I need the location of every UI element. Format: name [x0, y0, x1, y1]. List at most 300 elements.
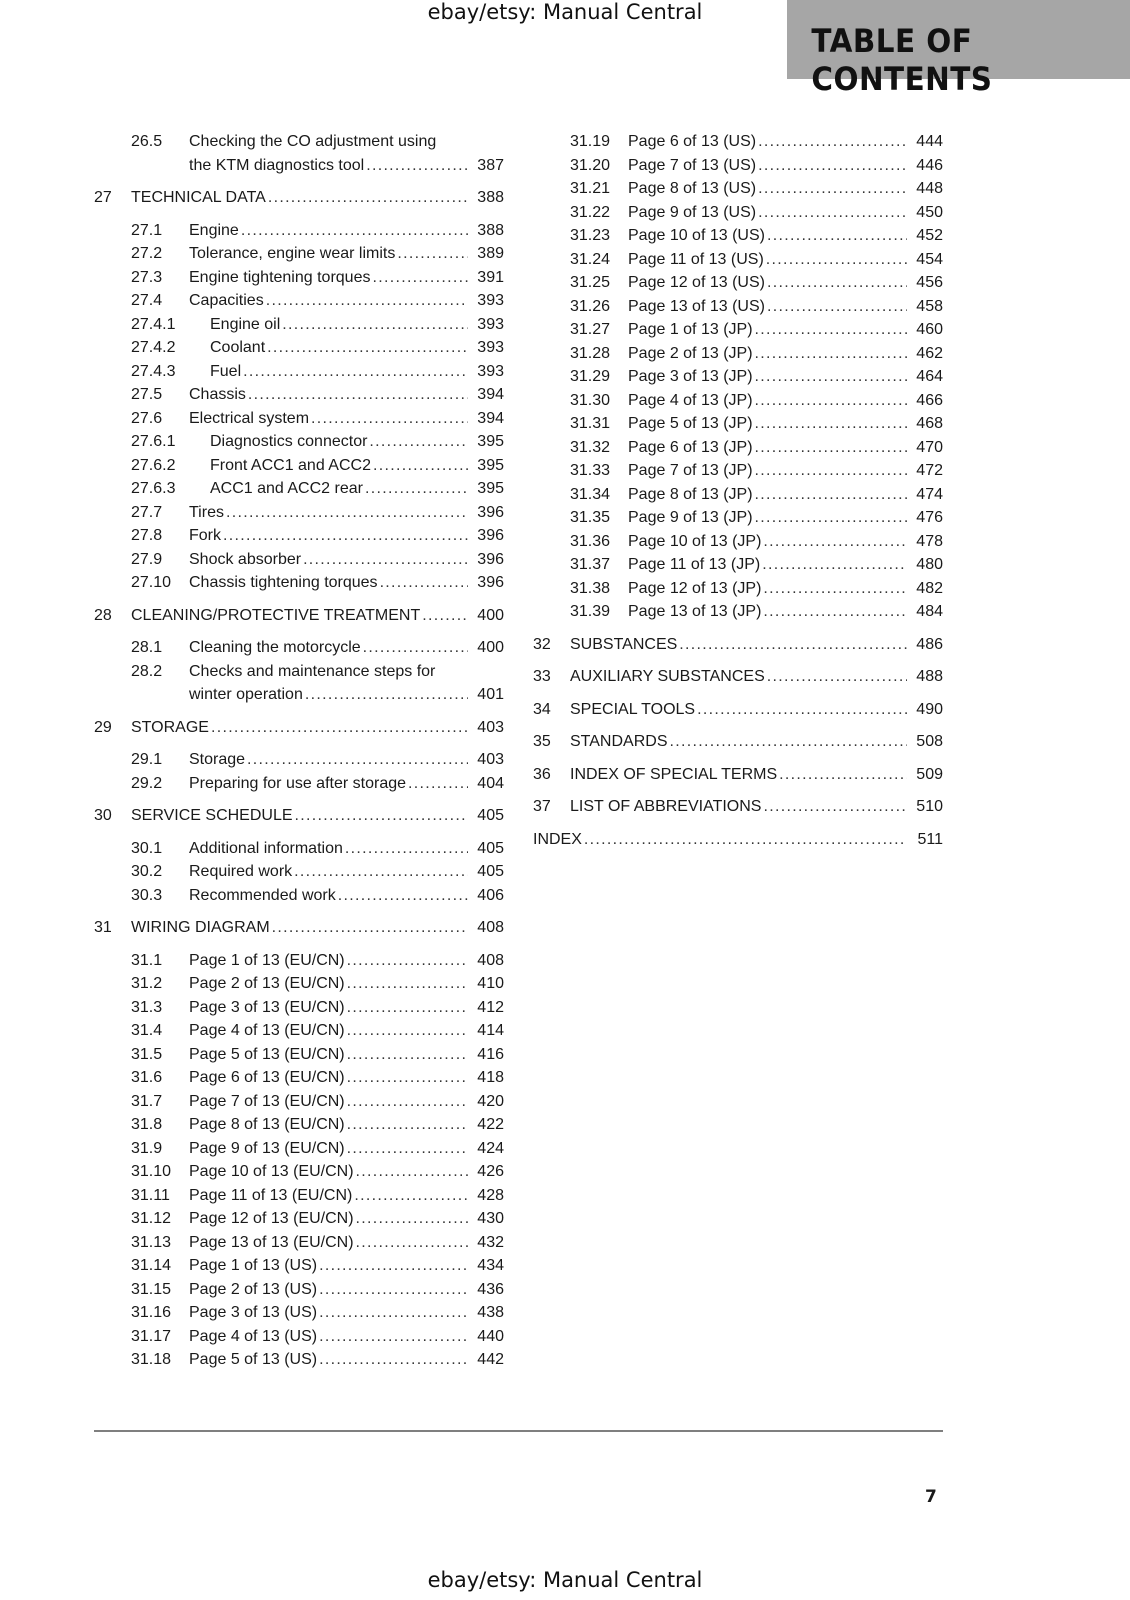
- toc-entry-number: 31.16: [131, 1304, 172, 1321]
- toc-entry[interactable]: [533, 577, 943, 601]
- toc-entry-title: Page 5 of 13 (JP): [628, 415, 753, 432]
- toc-entry-line: [189, 837, 504, 861]
- toc-entry-number: 34: [533, 700, 551, 718]
- toc-entry-page: 484: [916, 603, 943, 620]
- toc-entry-number: 31.25: [570, 274, 611, 291]
- toc-entry[interactable]: [94, 1301, 504, 1325]
- toc-entry[interactable]: [533, 506, 943, 530]
- toc-entry-number: 31.1: [131, 951, 163, 969]
- toc-entry-title: Required work: [189, 863, 293, 880]
- toc-entry-number: 31.38: [570, 579, 611, 597]
- toc-entry-body: [628, 436, 943, 460]
- toc-leader-dots: [338, 884, 468, 908]
- toc-entry[interactable]: [533, 553, 943, 577]
- toc-entry-page: 442: [477, 1351, 504, 1368]
- toc-entry[interactable]: [533, 665, 943, 689]
- toc-entry-line: [131, 186, 504, 210]
- toc-entry[interactable]: [533, 412, 943, 436]
- toc-entry-number: 29.2: [131, 774, 163, 792]
- toc-entry-number: 31.32: [570, 438, 611, 456]
- toc-entry-number: 31.35: [570, 509, 611, 526]
- toc-entry-line: [628, 224, 943, 248]
- toc-entry-number: 28.2: [131, 662, 163, 680]
- toc-entry-body: [210, 313, 504, 337]
- toc-leader-dots: [763, 795, 907, 819]
- toc-entry-line: [210, 336, 504, 360]
- toc-entry-title: Page 13 of 13 (EU/CN): [189, 1233, 354, 1251]
- toc-leader-dots: [584, 828, 907, 852]
- toc-entry-page: 394: [477, 409, 504, 427]
- toc-entry[interactable]: [94, 524, 504, 548]
- toc-entry-line: [189, 407, 504, 431]
- toc-entry-line: [628, 130, 943, 154]
- toc-entry[interactable]: [94, 1325, 504, 1349]
- toc-entry-line: [628, 553, 943, 577]
- toc-entry[interactable]: [533, 828, 943, 852]
- toc-entry[interactable]: [94, 1254, 504, 1278]
- toc-entry-title: Checks and maintenance steps for: [189, 662, 436, 680]
- toc-entry[interactable]: [533, 698, 943, 722]
- toc-entry-page: 464: [916, 368, 943, 385]
- toc-entry-number: 31.21: [570, 180, 611, 197]
- toc-entry[interactable]: [94, 804, 504, 828]
- toc-entry-number: 37: [533, 798, 551, 815]
- toc-entry-title: Recommended work: [189, 886, 336, 904]
- toc-entry-title: Page 2 of 13 (JP): [628, 344, 753, 362]
- toc-entry-line: [189, 548, 504, 572]
- toc-entry-number: 31.14: [131, 1257, 172, 1274]
- toc-entry-line: [131, 604, 504, 628]
- toc-entry-page: 486: [916, 635, 943, 653]
- toc-leader-dots: [319, 1325, 468, 1349]
- toc-entry-body: [210, 454, 504, 478]
- toc-entry-number: 30.1: [131, 839, 163, 857]
- toc-entry[interactable]: [94, 949, 504, 973]
- toc-entry[interactable]: [94, 1207, 504, 1231]
- toc-leader-dots: [347, 949, 468, 973]
- toc-entry-line: [189, 501, 504, 525]
- toc-entry-body: [189, 996, 504, 1020]
- toc-entry[interactable]: [94, 501, 504, 525]
- toc-entry-body: [189, 1254, 504, 1278]
- toc-entry-line: [570, 795, 943, 819]
- toc-entry[interactable]: [94, 1090, 504, 1114]
- toc-entry-line: [628, 600, 943, 624]
- toc-entry-body: [189, 972, 504, 996]
- toc-leader-dots: [763, 577, 907, 601]
- toc-entry-line: [210, 430, 504, 454]
- toc-entry[interactable]: [533, 459, 943, 483]
- toc-entry-title: Page 1 of 13 (JP): [628, 321, 753, 338]
- toc-leader-dots: [422, 604, 468, 628]
- toc-entry-page: 438: [477, 1304, 504, 1321]
- toc-entry[interactable]: [94, 242, 504, 266]
- toc-entry-title: Page 12 of 13 (EU/CN): [189, 1210, 354, 1227]
- toc-leader-dots: [347, 972, 468, 996]
- toc-entry[interactable]: [533, 177, 943, 201]
- toc-entry[interactable]: [94, 604, 504, 628]
- toc-entry[interactable]: [533, 295, 943, 319]
- toc-leader-dots: [397, 242, 468, 266]
- toc-entry[interactable]: [533, 130, 943, 154]
- toc-entry-number: 31.33: [570, 462, 611, 479]
- toc-entry[interactable]: [533, 342, 943, 366]
- toc-entry[interactable]: [94, 972, 504, 996]
- toc-entry-page: 393: [477, 339, 504, 356]
- toc-entry[interactable]: [533, 763, 943, 787]
- toc-entry[interactable]: [94, 219, 504, 243]
- toc-entry-page: 412: [477, 998, 504, 1016]
- toc-entry[interactable]: [533, 248, 943, 272]
- toc-entry-title: Engine: [189, 221, 239, 239]
- toc-entry-number: 31.12: [131, 1210, 172, 1227]
- toc-entry[interactable]: [94, 336, 504, 360]
- toc-entry-line: [210, 477, 504, 501]
- toc-entry-title: Page 11 of 13 (US): [628, 250, 764, 268]
- toc-entry-number: 29.1: [131, 751, 163, 768]
- toc-entry-body: [628, 365, 943, 389]
- toc-entry[interactable]: [94, 266, 504, 290]
- toc-entry-body: [533, 828, 943, 852]
- footer-divider: [94, 1430, 943, 1432]
- toc-entry-page: 396: [477, 527, 504, 544]
- toc-entry-line: [628, 389, 943, 413]
- toc-entry-page: 476: [916, 509, 943, 526]
- toc-entry-number: 28: [94, 606, 112, 624]
- toc-entry-title: SERVICE SCHEDULE: [131, 807, 293, 824]
- toc-entry-page: 482: [916, 579, 943, 597]
- toc-entry-number: 31.39: [570, 603, 611, 620]
- toc-entry[interactable]: [94, 837, 504, 861]
- toc-entry[interactable]: [94, 548, 504, 572]
- toc-entry-page: 450: [916, 203, 943, 221]
- toc-entry-title: Page 3 of 13 (US): [189, 1304, 318, 1321]
- toc-entry-page: 416: [477, 1045, 504, 1063]
- toc-leader-dots: [755, 483, 907, 507]
- toc-entry-line: [189, 219, 504, 243]
- toc-entry[interactable]: [533, 633, 943, 657]
- toc-entry-line: [189, 154, 504, 178]
- toc-entry-number: 31.19: [570, 133, 611, 150]
- toc-entry-title: SPECIAL TOOLS: [570, 700, 696, 718]
- toc-entry-number: 27.1: [131, 221, 163, 239]
- toc-entry-title: WIRING DIAGRAM: [131, 919, 270, 936]
- toc-entry-page: 470: [916, 438, 943, 456]
- toc-leader-dots: [762, 553, 907, 577]
- toc-entry[interactable]: [533, 365, 943, 389]
- toc-entry[interactable]: [94, 477, 504, 501]
- toc-entry-body: [210, 360, 504, 384]
- toc-entry-title: winter operation: [189, 686, 303, 703]
- toc-entry-body: [131, 804, 504, 828]
- toc-entry-number: 31.24: [570, 250, 611, 268]
- toc-leader-dots: [303, 548, 468, 572]
- toc-entry-page: 408: [477, 951, 504, 969]
- toc-entry-body: [570, 665, 943, 689]
- toc-entry-number: 31.22: [570, 203, 611, 221]
- toc-entry-body: [628, 201, 943, 225]
- toc-entry-page: 508: [916, 733, 943, 750]
- toc-entry-line: [189, 289, 504, 313]
- toc-leader-dots: [767, 271, 907, 295]
- toc-entry-number: 31.30: [570, 391, 611, 409]
- toc-entry-title: Page 10 of 13 (JP): [628, 532, 762, 550]
- toc-entry[interactable]: [94, 1113, 504, 1137]
- toc-entry-body: [628, 459, 943, 483]
- toc-entry-body: [210, 430, 504, 454]
- toc-entry[interactable]: [94, 1184, 504, 1208]
- toc-leader-dots: [697, 698, 907, 722]
- toc-entry-page: 474: [916, 485, 943, 503]
- toc-entry-line: [189, 949, 504, 973]
- toc-leader-dots: [356, 1231, 468, 1255]
- toc-entry[interactable]: [94, 884, 504, 908]
- toc-leader-dots: [247, 748, 468, 772]
- watermark-top: ebay/etsy: Manual Central: [427, 0, 703, 24]
- toc-entry[interactable]: [94, 716, 504, 740]
- toc-leader-dots: [268, 186, 468, 210]
- toc-entry[interactable]: [94, 996, 504, 1020]
- toc-entry[interactable]: [533, 600, 943, 624]
- toc-entry[interactable]: [533, 224, 943, 248]
- toc-leader-dots: [363, 636, 468, 660]
- toc-entry-page: 509: [916, 765, 943, 783]
- toc-entry[interactable]: [533, 795, 943, 819]
- toc-entry[interactable]: [94, 454, 504, 478]
- toc-entry-body: [628, 248, 943, 272]
- toc-entry[interactable]: [94, 1066, 504, 1090]
- toc-leader-dots: [347, 1066, 468, 1090]
- toc-entry-body: [628, 553, 943, 577]
- toc-entry[interactable]: [94, 430, 504, 454]
- toc-entry-page: 401: [477, 686, 504, 703]
- toc-entry-body: [628, 600, 943, 624]
- toc-entry-title: Page 8 of 13 (JP): [628, 485, 753, 503]
- toc-entry-page: 395: [477, 433, 504, 450]
- toc-entry[interactable]: [94, 1231, 504, 1255]
- toc-entry-body: [189, 1090, 504, 1114]
- toc-entry-line: [210, 313, 504, 337]
- toc-entry-title: Cleaning the motorcycle: [189, 639, 361, 656]
- toc-entry-title: Shock absorber: [189, 550, 302, 568]
- toc-entry-line: [131, 716, 504, 740]
- toc-entry-body: [189, 571, 504, 595]
- toc-entry-body: [628, 530, 943, 554]
- toc-entry-number: 31: [94, 919, 112, 936]
- toc-leader-dots: [766, 248, 907, 272]
- toc-entry[interactable]: [94, 313, 504, 337]
- toc-entry-page: 511: [917, 830, 943, 848]
- toc-entry[interactable]: [533, 389, 943, 413]
- toc-entry[interactable]: [94, 636, 504, 660]
- toc-leader-dots: [755, 436, 907, 460]
- toc-entry-page: 420: [477, 1092, 504, 1110]
- toc-leader-dots: [755, 318, 907, 342]
- toc-entry-line: [189, 748, 504, 772]
- toc-entry-page: 454: [916, 250, 943, 268]
- toc-entry-line: [628, 177, 943, 201]
- toc-entry[interactable]: [94, 289, 504, 313]
- toc-entry-number: 27.7: [131, 503, 163, 521]
- toc-entry[interactable]: [533, 730, 943, 754]
- toc-leader-dots: [347, 1090, 468, 1114]
- toc-entry[interactable]: [94, 1043, 504, 1067]
- toc-entry[interactable]: [533, 154, 943, 178]
- toc-entry[interactable]: [94, 1019, 504, 1043]
- toc-entry-number: 27.6.1: [131, 433, 176, 450]
- toc-entry-number: 31.18: [131, 1351, 172, 1368]
- toc-entry-number: 29: [94, 718, 112, 736]
- toc-leader-dots: [767, 295, 907, 319]
- toc-entry[interactable]: [94, 383, 504, 407]
- toc-entry-title: Page 10 of 13 (US): [628, 227, 765, 244]
- toc-entry-number: 27.4.2: [131, 339, 176, 356]
- toc-entry-title: Additional information: [189, 839, 343, 857]
- toc-entry-line: [628, 459, 943, 483]
- toc-leader-dots: [755, 365, 907, 389]
- toc-entry[interactable]: [94, 571, 504, 595]
- toc-entry-page: 393: [477, 292, 504, 309]
- toc-leader-dots: [354, 1184, 468, 1208]
- toc-entry-page: 403: [477, 718, 504, 736]
- toc-entry[interactable]: [94, 772, 504, 796]
- toc-entry-body: [570, 730, 943, 754]
- toc-entry-body: [189, 501, 504, 525]
- toc-entry-body: [189, 1184, 504, 1208]
- toc-entry-number: 31.10: [131, 1163, 172, 1180]
- toc-entry-line: [189, 884, 504, 908]
- toc-entry-number: 27.6: [131, 409, 163, 427]
- toc-entry-title: Page 3 of 13 (JP): [628, 368, 753, 385]
- toc-leader-dots: [369, 430, 468, 454]
- toc-entry-title: Page 1 of 13 (US): [189, 1257, 318, 1274]
- toc-entry-title: Page 7 of 13 (EU/CN): [189, 1092, 345, 1110]
- toc-entry[interactable]: [94, 916, 504, 940]
- toc-entry[interactable]: [94, 1137, 504, 1161]
- toc-entry-number: 31.29: [570, 368, 611, 385]
- toc-entry-number: 30.2: [131, 863, 163, 880]
- toc-entry-title: Page 8 of 13 (EU/CN): [189, 1116, 345, 1133]
- toc-entry-title: Coolant: [210, 339, 266, 356]
- toc-entry-line: [189, 1325, 504, 1349]
- toc-entry-body: [189, 130, 504, 177]
- toc-entry[interactable]: [94, 860, 504, 884]
- toc-entry[interactable]: [533, 271, 943, 295]
- toc-leader-dots: [248, 383, 468, 407]
- toc-entry-title: LIST OF ABBREVIATIONS: [570, 798, 762, 815]
- toc-entry-number: 30: [94, 807, 112, 824]
- toc-entry[interactable]: [533, 201, 943, 225]
- toc-leader-dots: [266, 289, 468, 313]
- toc-entry-title: Page 8 of 13 (US): [628, 180, 757, 197]
- toc-entry-page: 460: [916, 321, 943, 338]
- toc-entry-number: 31.31: [570, 415, 611, 432]
- toc-entry[interactable]: [94, 748, 504, 772]
- toc-entry-number: 31.36: [570, 532, 611, 550]
- toc-entry[interactable]: [94, 360, 504, 384]
- toc-leader-dots: [373, 454, 468, 478]
- toc-leader-dots: [763, 600, 907, 624]
- toc-entry-page: 462: [916, 344, 943, 362]
- toc-entry-number: 31.37: [570, 556, 611, 573]
- toc-leader-dots: [243, 360, 468, 384]
- toc-entry[interactable]: [94, 660, 504, 707]
- toc-entry-body: [570, 698, 943, 722]
- toc-entry-title: Page 12 of 13 (JP): [628, 579, 762, 597]
- toc-entry-page: 405: [477, 807, 504, 824]
- toc-entry-number: 28.1: [131, 639, 163, 656]
- toc-entry-page: 400: [477, 606, 504, 624]
- toc-entry-number: 31.7: [131, 1092, 163, 1110]
- toc-entry-body: [189, 1066, 504, 1090]
- toc-entry-page: 440: [477, 1327, 504, 1345]
- toc-entry-line: [628, 271, 943, 295]
- toc-entry[interactable]: [533, 436, 943, 460]
- toc-entry[interactable]: [94, 130, 504, 177]
- toc-entry[interactable]: [533, 483, 943, 507]
- toc-entry[interactable]: [94, 407, 504, 431]
- toc-entry-page: 400: [477, 639, 504, 656]
- toc-entry-line: [189, 242, 504, 266]
- toc-entry-page: 395: [477, 456, 504, 474]
- toc-entry[interactable]: [94, 1160, 504, 1184]
- toc-leader-dots: [319, 1301, 468, 1325]
- toc-leader-dots: [267, 336, 468, 360]
- toc-entry-line: [628, 295, 943, 319]
- toc-entry-body: [210, 336, 504, 360]
- toc-entry-title: Page 5 of 13 (EU/CN): [189, 1045, 345, 1063]
- toc-entry-title: Tires: [189, 503, 224, 521]
- toc-entry-title: Storage: [189, 751, 246, 768]
- toc-entry-line: [131, 916, 504, 940]
- toc-entry-page: 403: [477, 751, 504, 768]
- toc-entry[interactable]: [533, 530, 943, 554]
- toc-entry-line: [189, 1160, 504, 1184]
- toc-leader-dots: [755, 342, 907, 366]
- toc-entry-line: [628, 201, 943, 225]
- toc-entry-number: 31.6: [131, 1069, 163, 1086]
- toc-entry-page: 478: [916, 532, 943, 550]
- toc-entry[interactable]: [94, 186, 504, 210]
- toc-entry-title: Page 6 of 13 (JP): [628, 438, 753, 456]
- toc-leader-dots: [347, 1043, 468, 1067]
- toc-entry-page: 404: [477, 774, 504, 792]
- toc-entry-page: 452: [916, 227, 943, 244]
- toc-entry-page: 444: [916, 133, 943, 150]
- toc-entry-line: [189, 1043, 504, 1067]
- toc-entry-body: [189, 1207, 504, 1231]
- toc-entry-page: 436: [477, 1280, 504, 1298]
- toc-entry-title: Engine oil: [210, 315, 281, 333]
- toc-entry-line: [189, 1019, 504, 1043]
- toc-entry-page: 393: [477, 315, 504, 333]
- toc-entry[interactable]: [94, 1348, 504, 1372]
- toc-entry[interactable]: [94, 1278, 504, 1302]
- toc-entry-title: ACC1 and ACC2 rear: [210, 480, 363, 497]
- toc-entry-line: [628, 412, 943, 436]
- toc-entry-number: 32: [533, 635, 551, 653]
- toc-entry-title: STANDARDS: [570, 733, 668, 750]
- toc-leader-dots: [319, 1278, 468, 1302]
- toc-leader-dots: [226, 501, 468, 525]
- toc-entry[interactable]: [533, 318, 943, 342]
- toc-entry-page: 418: [477, 1069, 504, 1086]
- toc-leader-dots: [755, 412, 907, 436]
- toc-entry-title: Diagnostics connector: [210, 433, 368, 450]
- toc-entry-body: [189, 1325, 504, 1349]
- toc-entry-title: Page 11 of 13 (EU/CN): [189, 1186, 353, 1204]
- toc-leader-dots: [282, 313, 468, 337]
